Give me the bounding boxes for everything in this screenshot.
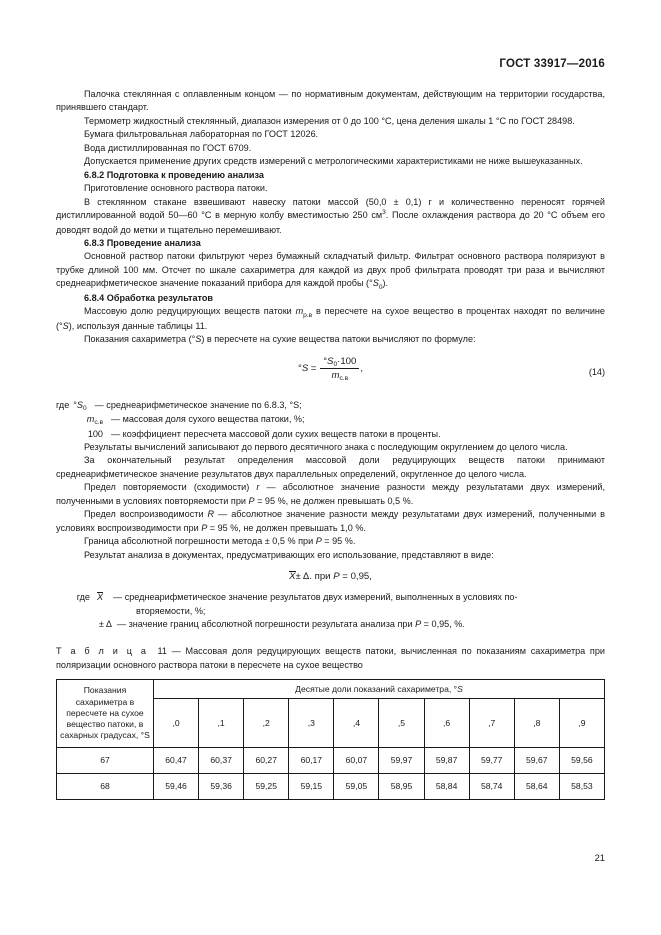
paragraph-other-instruments: Допускается применение других средств измерений с метрологическими характеристиками не ниже вышеуказанных. <box>84 156 583 167</box>
fraction-numerator: $^\circ S_0\cdot 100$ <box>320 356 359 369</box>
table-cell: 58,84 <box>424 773 469 799</box>
where-list-xbar <box>56 591 605 631</box>
paragraph-accuracy-limit: Граница абсолютной погрешности метода ± 0,5 % при P = 95 %. <box>84 536 356 547</box>
heading-6-8-4: 6.8.4 Обработка результатов <box>84 292 213 303</box>
heading-6-8-3: 6.8.3 Проведение анализа <box>84 237 201 248</box>
table-cell: 58,53 <box>559 773 604 799</box>
table-caption <box>56 645 605 671</box>
degree-symbol: ° <box>59 320 63 331</box>
where-lead-label: где <box>76 592 90 603</box>
table-11-wrapper <box>56 679 605 800</box>
where-definition: — значение границ абсолютной погрешности результата анализа при P = 0,95, %. <box>117 619 465 630</box>
table-caption-text: — Массовая доля редуцирующих веществ патоки, вычисленная по показаниям сахариметра при поляризации основного раствора патоки в пересчете на сухое вещество <box>56 646 605 670</box>
table-row-label: 67 <box>57 747 154 773</box>
table-column-header: ,8 <box>514 698 559 747</box>
fraction-denominator: $m_{с.в}$ <box>331 369 349 382</box>
equation-number-14: (14) <box>588 366 605 377</box>
table-column-header: ,7 <box>469 698 514 747</box>
table-cell: 59,77 <box>469 747 514 773</box>
table-column-header: ,3 <box>289 698 334 747</box>
paragraph-weighing: В стеклянном стакане взвешивают навеску патоки массой (50,0 ± 0,1) г и количественно переносят горячей дистиллированной водой 50—60 °C в мерную колбу вместимостью 250 $см^3$. После охлаждения раствора до 20 °C объем его доводят водой до метки и тщательно перемешивают. <box>56 196 605 235</box>
table-cell: 58,64 <box>514 773 559 799</box>
table-cell: 60,37 <box>199 747 244 773</box>
paragraph-repeatability: Предел повторяемости (сходимости) r — абсолютное значение разности между результатами двух измерений, полученными в условиях повторяемости при P = 95 %, не должен превышать 0,5 %. <box>56 482 605 506</box>
degree-symbol: ° <box>191 334 196 345</box>
heading-6-8-2: 6.8.2 Подготовка к проведению анализа <box>84 169 264 180</box>
table-header-row-1 <box>57 679 605 698</box>
table-caption-label: Т а б л и ц а <box>56 646 149 657</box>
table-cell: 59,56 <box>559 747 604 773</box>
degree-celsius: °C <box>547 210 558 221</box>
where-row <box>56 399 605 413</box>
table-span-header: Десятые доли показаний сахариметра, °S <box>154 679 605 698</box>
superscript-three: 3 <box>382 209 386 217</box>
table-column-header: ,1 <box>199 698 244 747</box>
table-cell: 58,95 <box>379 773 424 799</box>
where-row <box>56 428 605 441</box>
degree-celsius: °C <box>381 115 392 126</box>
paragraph-saccharimeter-formula-intro: Показания сахариметра (°S) в пересчете на сухие вещества патоки вычисляют по формуле: <box>84 334 476 345</box>
where-symbol: 100 <box>87 428 103 439</box>
table-cell: 59,05 <box>334 773 379 799</box>
table-column-header: ,6 <box>424 698 469 747</box>
where-definition: — среднеарифметическое значение по 6.8.3, °S; <box>94 399 302 410</box>
table-cell: 59,36 <box>199 773 244 799</box>
where-row <box>56 618 605 631</box>
paragraph-preparation: Приготовление основного раствора патоки. <box>84 183 268 194</box>
equals-sign: = <box>310 362 317 374</box>
paragraph-glass-rod <box>56 88 605 115</box>
where-row <box>56 591 605 604</box>
degree-symbol: ° <box>453 683 458 694</box>
table-column-header: ,9 <box>559 698 604 747</box>
table-column-header: ,5 <box>379 698 424 747</box>
paragraph-analysis: Основной раствор патоки фильтруют через бумажный складчатый фильтр. Фильтрат основного раствора поляризуют в трубке длиной 100 мм. Отсчет по шкале сахариметра для каждой из двух проб фильтрата проводят три раза и вычисляют среднеарифметическое значение показаний прибора для каждой пробы $(^\circ S_0)$. <box>56 251 605 291</box>
where-symbol: X <box>97 592 104 603</box>
formula-14 <box>56 354 605 394</box>
paragraph-final-result: За окончательный результат определения массовой доли редуцирующих веществ патоки принимают среднеарифметическое значение результатов двух параллельных определений, округленное до целого числа. <box>56 455 605 479</box>
table-11 <box>56 679 605 800</box>
degree-symbol: ° <box>369 278 373 289</box>
table-row-label: 68 <box>57 773 154 799</box>
x-bar-symbol: X <box>289 571 296 583</box>
where-continuation: вторяемости, %; <box>136 605 206 616</box>
table-caption-number: 11 <box>157 646 167 657</box>
formula-14-expression: °S = $\frac{^\circ S_0\cdot 100}{m_{с.в}}$ , <box>297 355 363 382</box>
where-list-formula-14 <box>56 399 605 441</box>
table-cell: 59,97 <box>379 747 424 773</box>
table-body <box>57 747 605 799</box>
where-definition: — среднеарифметическое значение результатов двух измерений, выполненных в условиях по- <box>113 592 518 603</box>
standard-header: ГОСТ 33917—2016 <box>499 58 605 70</box>
where-symbol: ± Δ <box>98 619 112 630</box>
formula-xbar: X± Δ. при P = 0,95, <box>289 571 372 583</box>
where-row <box>56 413 605 427</box>
where-lead-label: где <box>56 399 70 410</box>
table-cell: 60,17 <box>289 747 334 773</box>
table-cell: 59,46 <box>154 773 199 799</box>
page-number: 21 <box>594 852 605 863</box>
where-definition: — коэффициент пересчета массовой доли сухих веществ патоки в проценты. <box>111 428 441 439</box>
paragraph-text: Палочка стеклянная с оплавленным концом — по нормативным документам, действующим на территории государства, принявшего стандарт. <box>56 89 605 113</box>
table-cell: 60,27 <box>244 747 289 773</box>
table-row <box>57 747 605 773</box>
paragraph-mass-fraction: Массовую долю редуцирующих веществ патоки $m_{р.в}$ в пересчете на сухое вещество в процентах находят по величине (°S), используя данные таблицы 11. <box>56 306 605 331</box>
plus-minus-delta: ± Δ <box>295 571 310 583</box>
body-text-block <box>56 88 605 800</box>
table-cell: 59,87 <box>424 747 469 773</box>
table-column-header: ,2 <box>244 698 289 747</box>
table-cell: 58,74 <box>469 773 514 799</box>
where-symbol: $m_{с.в}$ <box>86 414 103 427</box>
table-head <box>57 679 605 747</box>
paragraph-reproducibility: Предел воспроизводимости R — абсолютное значение разности между результатами двух измерений, полученными в условиях воспроизводимости при P = 95 %, не должен превышать 1,0 %. <box>56 509 605 533</box>
table-column-header: ,0 <box>154 698 199 747</box>
where-definition: — массовая доля сухого вещества патоки, %; <box>111 414 305 425</box>
table-row <box>57 773 605 799</box>
table-stub-header: Показания сахариметра в пересчете на сухое вещество патоки, в сахарных градусах, °S <box>57 679 154 747</box>
paragraph-filter-paper: Бумага фильтровальная лабораторная по ГОСТ 12026. <box>84 129 319 140</box>
degree-symbol: ° <box>297 362 302 374</box>
table-cell: 60,47 <box>154 747 199 773</box>
paragraph-thermometer: Термометр жидкостный стеклянный, диапазон измерения от 0 до 100 °C, цена деления шкалы 1 °C по ГОСТ 28498. <box>84 115 575 126</box>
fraction <box>320 356 359 381</box>
paragraph-rounding: Результаты вычислений записывают до первого десятичного знака с последующим округлением до целого числа. <box>84 441 568 452</box>
table-cell: 60,07 <box>334 747 379 773</box>
table-cell: 59,15 <box>289 773 334 799</box>
paragraph-distilled-water: Вода дистиллированная по ГОСТ 6709. <box>84 142 252 153</box>
table-cell: 59,25 <box>244 773 289 799</box>
degree-celsius: °C <box>201 210 212 221</box>
table-cell: 59,67 <box>514 747 559 773</box>
where-symbol: $^\circ S_0$ <box>73 399 87 412</box>
degree-celsius: °C <box>495 115 507 126</box>
table-column-header: ,4 <box>334 698 379 747</box>
paragraph-result-presentation: Результат анализа в документах, предусматривающих его использование, представляют в виде: <box>84 549 494 560</box>
